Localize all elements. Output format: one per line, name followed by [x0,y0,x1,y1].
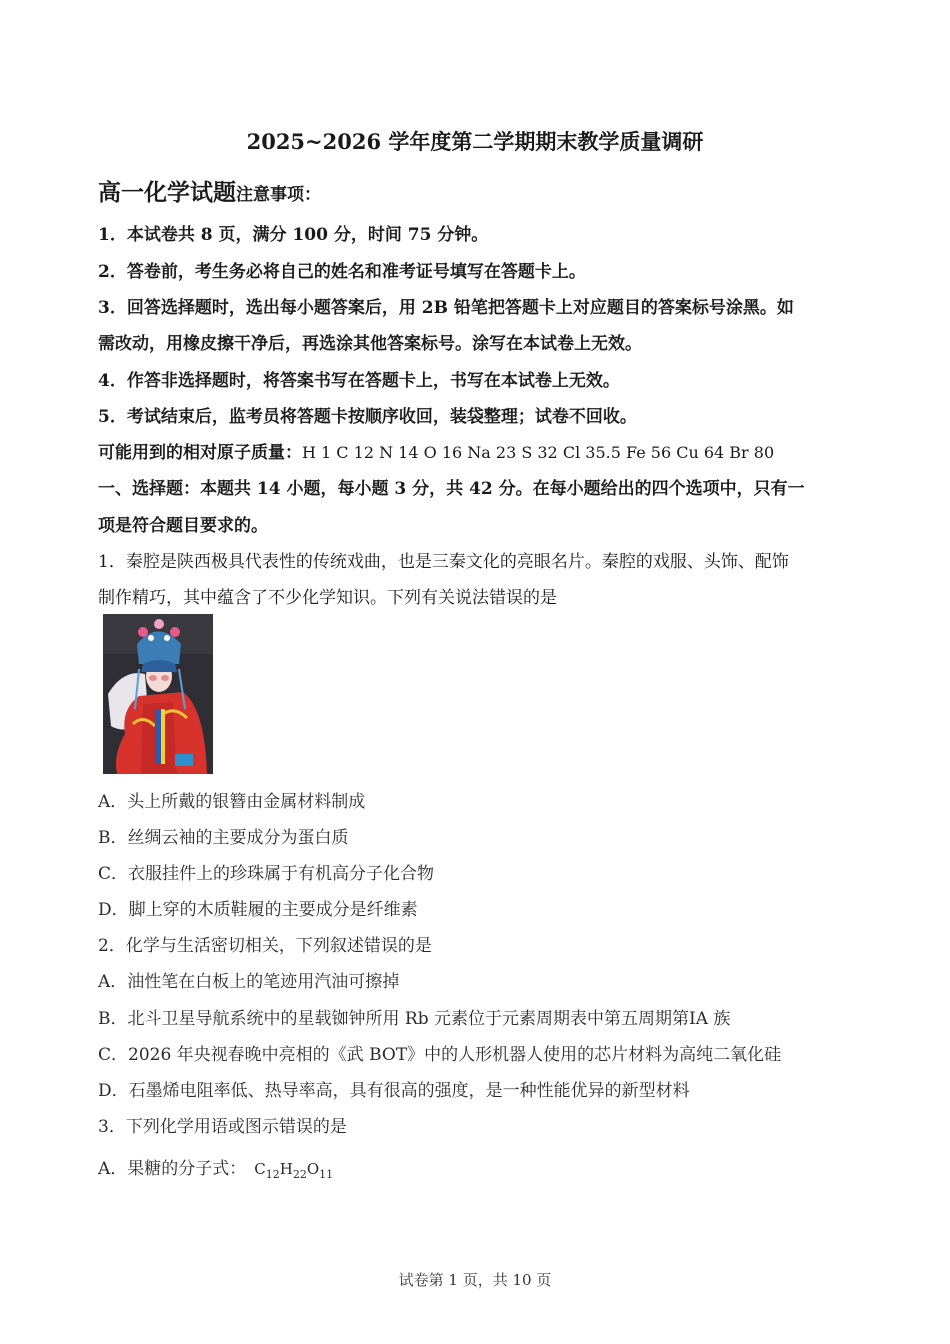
question-2-option-b: B．北斗卫星导航系统中的星载铷钟所用 Rb 元素位于元素周期表中第五周期第ⅠA 族 [98,1009,731,1029]
notice-5: 5．考试结束后，监考员将答题卡按顺序收回，装袋整理；试卷不回收。 [98,407,637,427]
atomic-mass-values: H 1 C 12 N 14 O 16 Na 23 S 32 Cl 35.5 Fe 56 Cu 64 Br 80 [302,443,775,462]
atomic-mass-label: 可能用到的相对原子质量： [98,443,302,463]
question-1-option-b: B．丝绸云袖的主要成分为蛋白质 [98,828,349,848]
section-1-heading-cont: 项是符合题目要求的。 [98,516,268,536]
question-3-option-a [98,1154,333,1181]
atomic-mass-line [98,438,774,463]
notice-4: 4．作答非选择题时，将答案书写在答题卡上，书写在本试卷上无效。 [98,371,620,391]
formula-h-count: 22 [292,1168,307,1181]
notice-3-cont: 需改动，用橡皮擦干净后，再选涂其他答案标号。涂写在本试卷上无效。 [98,334,642,354]
formula-o-count: 11 [319,1168,334,1181]
question-1-option-d: D．脚上穿的木质鞋履的主要成分是纤维素 [98,900,418,920]
section-1-heading: 一、选择题：本题共 14 小题，每小题 3 分，共 42 分。在每小题给出的四个选项中，只有一 [98,479,805,499]
notice-label: 注意事项： [236,185,321,205]
question-1-option-c: C．衣服挂件上的珍珠属于有机高分子化合物 [98,864,435,884]
question-1-stem: 1．秦腔是陕西极具代表性的传统戏曲，也是三秦文化的亮眼名片。秦腔的戏服、头饰、配饰 [98,552,789,572]
question-2-option-a: A．油性笔在白板上的笔迹用汽油可擦掉 [98,972,400,992]
exam-title: 2025~2026 学年度第二学期期末教学质量调研 [246,129,704,154]
fructose-formula [254,1160,334,1181]
question-2-option-d: D．石墨烯电阻率低、热导率高，具有很高的强度，是一种性能优异的新型材料 [98,1081,690,1101]
subject-title: 高一化学试题 [98,179,236,206]
question-2-option-c: C．2026 年央视春晚中亮相的《武 BOT》中的人形机器人使用的芯片材料为高纯二氧化硅 [98,1045,782,1065]
question-1-stem-cont: 制作精巧，其中蕴含了不少化学知识。下列有关说法错误的是 [98,588,557,608]
formula-c-count: 12 [265,1168,280,1181]
question-1-option-a: A．头上所戴的银簪由金属材料制成 [98,792,366,812]
formula-o: O [306,1160,320,1178]
question-3-stem: 3．下列化学用语或图示错误的是 [98,1117,347,1137]
page-footer: 试卷第 1 页，共 10 页 [398,1271,552,1289]
formula-h: H [279,1160,293,1178]
opera-costume-photo [103,614,213,774]
question-2-stem: 2．化学与生活密切相关，下列叙述错误的是 [98,936,432,956]
notice-2: 2．答卷前，考生务必将自己的姓名和准考证号填写在答题卡上。 [98,262,586,282]
notice-1: 1．本试卷共 8 页，满分 100 分，时间 75 分钟。 [98,225,489,245]
formula-c: C [254,1160,266,1178]
exam-subtitle [98,174,321,207]
question-3-option-a-label: A．果糖的分子式： [98,1159,247,1179]
notice-3: 3．回答选择题时，选出每小题答案后，用 2B 铅笔把答题卡上对应题目的答案标号涂黑。如 [98,298,794,318]
